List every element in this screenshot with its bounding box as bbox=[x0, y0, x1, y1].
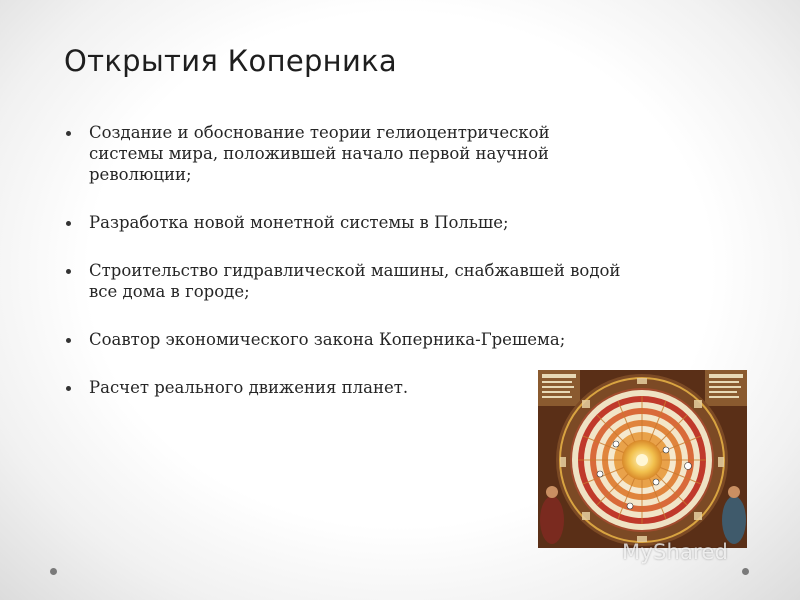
bullet-item bbox=[64, 212, 624, 233]
bullet-text: Строительство гидравлической машины, снабжавшей водой все дома в городе; bbox=[89, 261, 621, 301]
bullet-dot-icon bbox=[66, 269, 71, 274]
bullet-item bbox=[64, 122, 624, 185]
nav-dot-left-icon bbox=[50, 568, 57, 575]
bullet-dot-icon bbox=[66, 221, 71, 226]
bullet-dot-icon bbox=[66, 386, 71, 391]
watermark-text: MyShared bbox=[622, 540, 729, 564]
bullet-dot-icon bbox=[66, 338, 71, 343]
bullet-text: Создание и обоснование теории гелиоцентрической системы мира, положившей начало первой научной революции; bbox=[89, 123, 550, 184]
heliocentric-map-illustration bbox=[538, 370, 747, 548]
bullet-text: Разработка новой монетной системы в Польше; bbox=[89, 213, 509, 232]
bullet-dot-icon bbox=[66, 131, 71, 136]
slide-title: Открытия Коперника bbox=[64, 44, 397, 78]
heliocentric-map-image bbox=[538, 370, 747, 548]
bullet-item bbox=[64, 329, 624, 350]
bullet-text: Расчет реального движения планет. bbox=[89, 378, 409, 397]
bullet-text: Соавтор экономического закона Коперника-Грешема; bbox=[89, 330, 566, 349]
bullet-item bbox=[64, 260, 624, 302]
nav-dot-right-icon bbox=[742, 568, 749, 575]
